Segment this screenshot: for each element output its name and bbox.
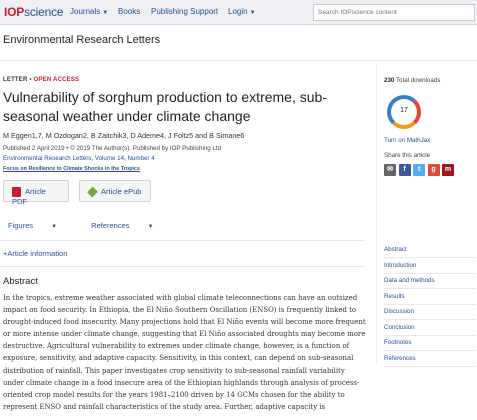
article-type-line bbox=[3, 77, 79, 83]
iopscience-logo[interactable] bbox=[4, 5, 63, 19]
focus-collection-link[interactable]: Focus on Resilience to Climate Shocks in the Tropics bbox=[3, 166, 140, 172]
divider bbox=[384, 257, 476, 258]
author-list bbox=[3, 131, 244, 140]
nav-journals-label: Journals bbox=[70, 7, 101, 16]
pdf-icon bbox=[12, 187, 21, 197]
mendeley-share-icon[interactable]: m bbox=[442, 164, 454, 176]
downloads-count: 230 bbox=[384, 77, 395, 84]
nav-login-label: Login bbox=[228, 7, 248, 16]
logo-iop-text: IOP bbox=[4, 5, 25, 19]
divider bbox=[384, 319, 476, 320]
logo-science-text: science bbox=[24, 5, 64, 19]
section-link-results[interactable]: Results bbox=[384, 292, 405, 300]
published-date: Published 2 April 2019 • © 2019 The Author(s). Published by IOP Publishing Ltd bbox=[3, 145, 222, 152]
article-epub-label: Article ePub bbox=[101, 187, 142, 196]
tab-references-label: References bbox=[91, 221, 130, 230]
section-link-references[interactable]: References bbox=[384, 354, 416, 362]
tab-references[interactable] bbox=[91, 221, 169, 230]
section-link-conclusion[interactable]: Conclusion bbox=[384, 323, 415, 331]
top-navigation-bar bbox=[0, 0, 477, 25]
divider bbox=[384, 350, 476, 351]
chevron-down-icon: ▼ bbox=[51, 224, 58, 230]
divider bbox=[0, 240, 365, 241]
facebook-share-icon[interactable]: f bbox=[399, 164, 411, 176]
chevron-down-icon: ▼ bbox=[147, 224, 154, 230]
section-link-data-and-methods[interactable]: Data and methods bbox=[384, 277, 435, 284]
divider bbox=[384, 304, 476, 305]
chevron-down-icon: ▼ bbox=[249, 10, 256, 16]
sidebar-divider bbox=[376, 64, 377, 364]
divider bbox=[384, 335, 476, 336]
article-tabs bbox=[8, 221, 186, 230]
nav-publishing-support[interactable] bbox=[151, 7, 218, 16]
mathjax-toggle[interactable]: Turn on MathJax bbox=[384, 137, 431, 144]
article-pdf-label: Article PDF bbox=[12, 187, 46, 207]
bullet-separator: • bbox=[29, 77, 32, 83]
article-information-toggle[interactable]: +Article information bbox=[3, 249, 68, 258]
abstract-heading: Abstract bbox=[3, 276, 38, 287]
article-epub-button[interactable] bbox=[79, 180, 151, 202]
chevron-down-icon: ▼ bbox=[102, 10, 109, 16]
open-access-badge: OPEN ACCESS bbox=[33, 77, 80, 83]
email-share-icon[interactable]: ✉ bbox=[384, 164, 396, 176]
section-link-introduction[interactable]: Introduction bbox=[384, 261, 417, 269]
tab-figures[interactable] bbox=[8, 221, 73, 230]
googleplus-share-icon[interactable]: g bbox=[428, 164, 440, 176]
article-title: Vulnerability of sorghum production to extreme, sub-seasonal weather under climate change bbox=[3, 89, 327, 124]
abstract-text: In the tropics, extreme weather associated with global climate teleconnections can have an outsized impact on food security. In Ethiopia, the El Niño Southern Oscillation (ENSO) is frequently linked to drought-induced food insecurity. Many projections hold that El Niño events will become more frequent or more intense under climate change, suggesting that El Niño associated droughts may become more destructive. Agricultural vulnerability to extremes under climate change, however, is a function of exposure, sensitivity, and adaptive capacity. Sensitivity, in this context, can depend on sub-seasonal distribution of rainfall. This paper investigates crop sensitivity to sub-seasonal rainfall variability under climate change in a food insecure area of the Ethiopian highlands through analysis of process-oriented crop model results for the years 1981–2100 driven by 14 GCMs chosen for the ability to represent ENSO and rainfall characteristics of the study area. Further, adaptive capacity is bbox=[3, 294, 366, 411]
section-link-footnotes[interactable]: Footnotes bbox=[384, 339, 412, 346]
nav-books-label: Books bbox=[118, 7, 141, 16]
divider bbox=[384, 288, 476, 289]
nav-login[interactable] bbox=[228, 7, 256, 16]
search-input[interactable] bbox=[313, 4, 475, 21]
downloads-label: Total downloads bbox=[395, 77, 441, 84]
section-link-abstract[interactable]: Abstract bbox=[384, 246, 407, 253]
nav-journals[interactable] bbox=[70, 7, 108, 16]
altmetric-score: 17 bbox=[400, 107, 408, 114]
epub-icon bbox=[87, 187, 98, 198]
divider bbox=[384, 273, 476, 274]
twitter-share-icon[interactable]: t bbox=[413, 164, 425, 176]
article-type: LETTER bbox=[3, 77, 28, 83]
tab-figures-label: Figures bbox=[8, 221, 34, 230]
nav-books[interactable] bbox=[118, 7, 140, 16]
citation-link[interactable]: Environmental Research Letters, Volume 14, Number 4 bbox=[3, 155, 155, 162]
total-downloads bbox=[384, 77, 440, 84]
divider bbox=[0, 60, 477, 61]
nav-publishing-support-label: Publishing Support bbox=[151, 7, 219, 16]
altmetric-badge[interactable] bbox=[387, 95, 421, 129]
divider bbox=[384, 366, 476, 367]
section-link-discussion[interactable]: Discussion bbox=[384, 308, 414, 315]
article-pdf-button[interactable] bbox=[3, 180, 69, 207]
share-label: Share this article bbox=[384, 152, 431, 159]
authors-text[interactable]: M Eggen1,7, M Ozdogan2, B Zaitchik3, D Ademe4, J Foltz5 and B Simane6 bbox=[3, 131, 245, 140]
divider bbox=[0, 266, 365, 267]
journal-title[interactable]: Environmental Research Letters bbox=[3, 34, 161, 46]
